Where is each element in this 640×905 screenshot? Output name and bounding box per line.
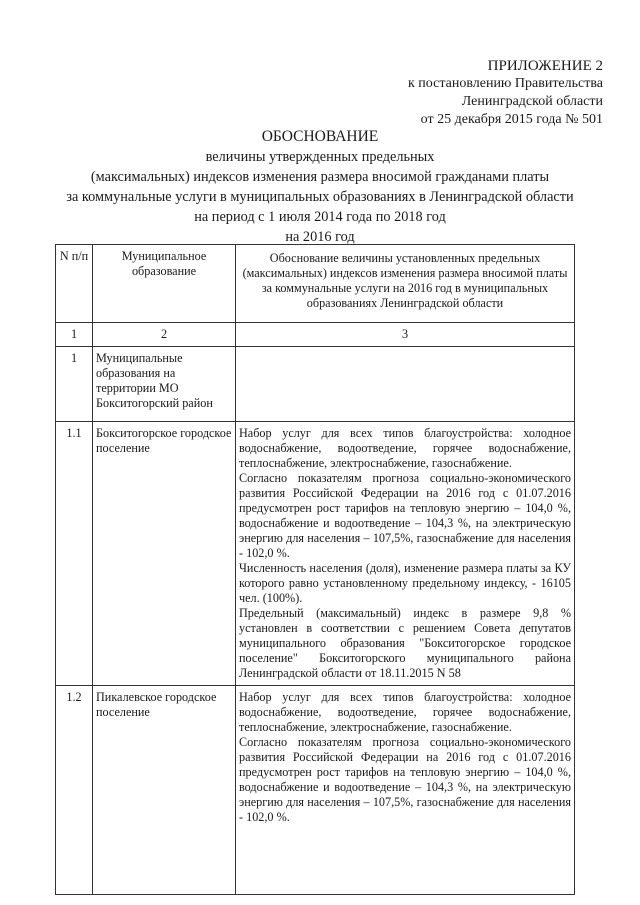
table-row	[56, 686, 575, 895]
header-num: N п/п	[56, 245, 93, 323]
row-municipality: Бокситогорское городское поселение	[93, 422, 236, 686]
annex-line-date: от 25 декабря 2015 года № 501	[420, 112, 603, 127]
heading-line-3: за коммунальные услуги в муниципальных образованиях в Ленинградской области	[66, 189, 574, 205]
table-header-row	[56, 245, 575, 323]
row-num: 1	[56, 347, 93, 422]
heading-line-5: на 2016 год	[285, 229, 355, 245]
row-justification	[236, 422, 575, 686]
justification-paragraph: Предельный (максимальный) индекс в размере 9,8 % установлен в соответствии с решением Совета депутатов муниципального образования "Бокситогорское городское поселение" Бокситогорского муниципального района Ленинградской области от 18.11.2015 N 58	[239, 606, 571, 680]
row-num: 1.2	[56, 686, 93, 895]
row-municipality: Пикалевское городское поселение	[93, 686, 236, 895]
row-justification	[236, 347, 575, 422]
annex-title: ПРИЛОЖЕНИЕ 2	[487, 58, 603, 74]
document-title: ОБОСНОВАНИЕ	[261, 128, 379, 145]
column-number: 1	[56, 323, 93, 347]
justification-paragraph: Набор услуг для всех типов благоустройства: холодное водоснабжение, водоотведение, горячее водоснабжение, теплоснабжение, электроснабжение, газоснабжение.	[239, 690, 571, 734]
row-justification	[236, 686, 575, 895]
justification-paragraph: Согласно показателям прогноза социально-экономического развития Российской Федерации на 2016 год с 01.07.2016 предусмотрен рост тарифов на тепловую энергию – 104,0 %, водоснабжение и водоотведение – 104,3 %, на электрическую энергию для населения – 107,5%, газоснабжение для населения - 102,0 %.	[239, 735, 571, 824]
justification-paragraph: Набор услуг для всех типов благоустройства: холодное водоснабжение, водоотведение, горячее водоснабжение, теплоснабжение, электроснабжение, газоснабжение.	[239, 426, 571, 470]
justification-paragraph: Согласно показателям прогноза социально-экономического развития Российской Федерации на 2016 год с 01.07.2016 предусмотрен рост тарифов на тепловую энергию – 104,0 %, водоснабжение и водоотведение – 104,3 %, на электрическую энергию для населения – 107,5%, газоснабжение для населения - 102,0 %.	[239, 471, 571, 560]
table-row	[56, 347, 575, 422]
column-number: 3	[236, 323, 575, 347]
row-num: 1.1	[56, 422, 93, 686]
header-justification: Обоснование величины установленных предельных (максимальных) индексов изменения размера вносимой платы за коммунальные услуги на 2016 год в муниципальных образованиях Ленинградской области	[236, 245, 575, 323]
heading-line-2: (максимальных) индексов изменения размера вносимой гражданами платы	[90, 169, 550, 185]
heading-line-4: на период с 1 июля 2014 года по 2018 год	[194, 209, 446, 225]
header-municipality: Муниципальное образование	[93, 245, 236, 323]
document-heading	[0, 127, 640, 247]
justification-table	[55, 244, 575, 895]
column-numbers-row	[56, 323, 575, 347]
table-row	[56, 422, 575, 686]
heading-line-1: величины утвержденных предельных	[205, 149, 435, 165]
justification-paragraph: Численность населения (доля), изменение размера платы за КУ которого равно установленному предельному индексу, - 16105 чел. (100%).	[239, 561, 571, 605]
annex-block	[408, 57, 603, 129]
annex-line-resolution: к постановлению Правительства	[407, 76, 603, 91]
row-municipality: Муниципальные образования на территории МО Бокситогорский район	[93, 347, 236, 422]
column-number: 2	[93, 323, 236, 347]
annex-line-region: Ленинградской области	[461, 94, 603, 109]
